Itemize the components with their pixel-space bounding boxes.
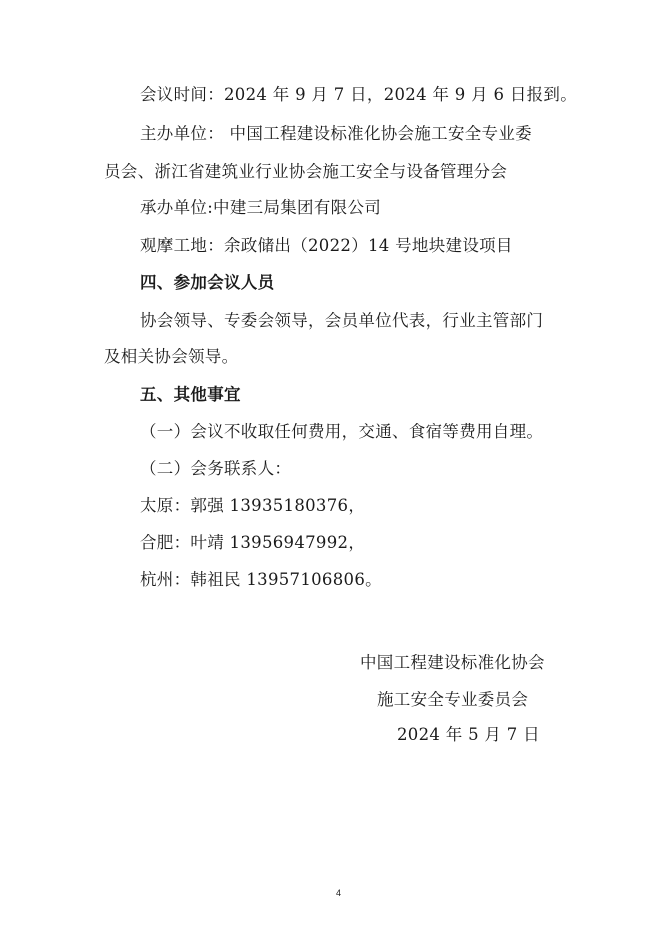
signature-date: 2024 年 5 月 7 日 (397, 725, 540, 744)
meeting-time: 会议时间：2024 年 9 月 7 日，2024 年 9 月 6 日报到。 (140, 85, 578, 104)
section-4-text-line-1: 协会领导、专委会领导，会员单位代表，行业主管部门 (140, 311, 544, 330)
section-5-heading: 五、其他事宜 (140, 385, 241, 404)
section-5-item-2: （二）会务联系人： (140, 459, 292, 478)
section-4-heading: 四、参加会议人员 (140, 273, 275, 292)
host-line-1: 主办单位： 中国工程建设标准化协会施工安全专业委 (140, 124, 532, 143)
site-visit: 观摩工地：余政储出（2022）14 号地块建设项目 (140, 236, 513, 255)
contact-taiyuan: 太原：郭强 13935180376， (140, 496, 366, 515)
contact-hefei: 合肥：叶靖 13956947992， (140, 533, 366, 552)
host-line-2: 员会、浙江省建筑业行业协会施工安全与设备管理分会 (104, 162, 508, 181)
organizer: 承办单位:中建三局集团有限公司 (140, 198, 382, 217)
signature-org-line-1: 中国工程建设标准化协会 (360, 653, 545, 672)
contact-hangzhou: 杭州：韩祖民 13957106806。 (140, 570, 382, 589)
signature-org-line-2: 施工安全专业委员会 (377, 690, 529, 709)
section-4-text-line-2: 及相关协会领导。 (104, 347, 239, 366)
page-number: 4 (336, 888, 342, 898)
section-5-item-1: （一）会议不收取任何费用，交通、食宿等费用自理。 (140, 422, 544, 441)
